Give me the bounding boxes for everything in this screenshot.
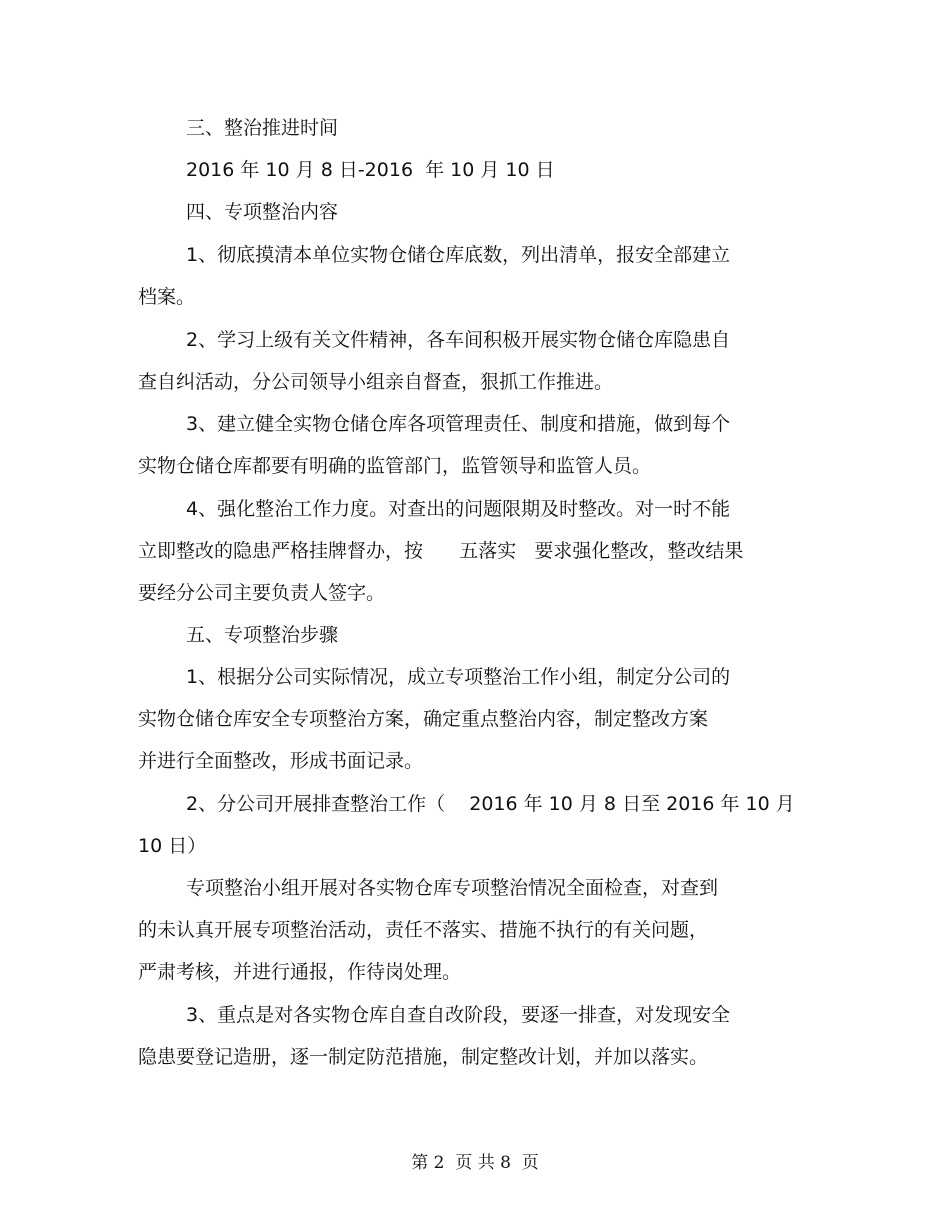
paragraph-line: 实物仓储仓库都要有明确的监管部门，监管领导和监管人员。 [138, 455, 652, 477]
paragraph-line: 的未认真开展专项整治活动，责任不落实、措施不执行的有关问题， [138, 919, 709, 941]
paragraph-line: 专项整治小组开展对各实物仓库专项整治情况全面检查，对查到 [186, 877, 719, 899]
paragraph-line: 4、强化整治工作力度。对查出的问题限期及时整改。对一时不能 [186, 498, 731, 520]
paragraph-line: 严肃考核，并进行通报，作待岗处理。 [138, 961, 462, 983]
paragraph-line: 立即整改的隐患严格挂牌督办，按 五落实 要求强化整改，整改结果 [138, 540, 744, 562]
paragraph-line: 查自纠活动，分公司领导小组亲自督查，狠抓工作推进。 [138, 371, 614, 393]
paragraph-line: 3、建立健全实物仓储仓库各项管理责任、制度和措施，做到每个 [186, 413, 731, 435]
paragraph-line: 要经分公司主要负责人签字。 [138, 582, 386, 604]
section-heading-3: 三、整治推进时间 [186, 117, 339, 139]
paragraph-line: 3、重点是对各实物仓库自查自改阶段，要逐一排查，对发现安全 [186, 1004, 731, 1026]
paragraph-line: 并进行全面整改，形成书面记录。 [138, 750, 424, 772]
section-heading-5: 五、专项整治步骤 [186, 624, 339, 646]
page-number-footer: 第 2 页 共 8 页 [411, 1153, 539, 1173]
paragraph-line: 隐患要登记造册，逐一制定防范措施，制定整改计划，并加以落实。 [138, 1046, 709, 1068]
section-heading-4: 四、专项整治内容 [186, 201, 339, 223]
paragraph-line: 2、分公司开展排查整治工作（ 2016 年 10 月 8 日至 2016 年 10 月 [186, 793, 795, 815]
paragraph-line: 2、学习上级有关文件精神，各车间积极开展实物仓储仓库隐患自 [186, 329, 731, 351]
date-range-line: 2016 年 10 月 8 日-2016 年 10 月 10 日 [186, 159, 555, 181]
paragraph-line: 1、根据分公司实际情况，成立专项整治工作小组，制定分公司的 [186, 666, 731, 688]
paragraph-line: 10 日） [138, 835, 207, 857]
paragraph-line: 实物仓储仓库安全专项整治方案，确定重点整治内容，制定整改方案 [138, 708, 709, 730]
paragraph-line: 1、彻底摸清本单位实物仓储仓库底数，列出清单，报安全部建立 [186, 244, 731, 266]
paragraph-line: 档案。 [138, 286, 196, 308]
